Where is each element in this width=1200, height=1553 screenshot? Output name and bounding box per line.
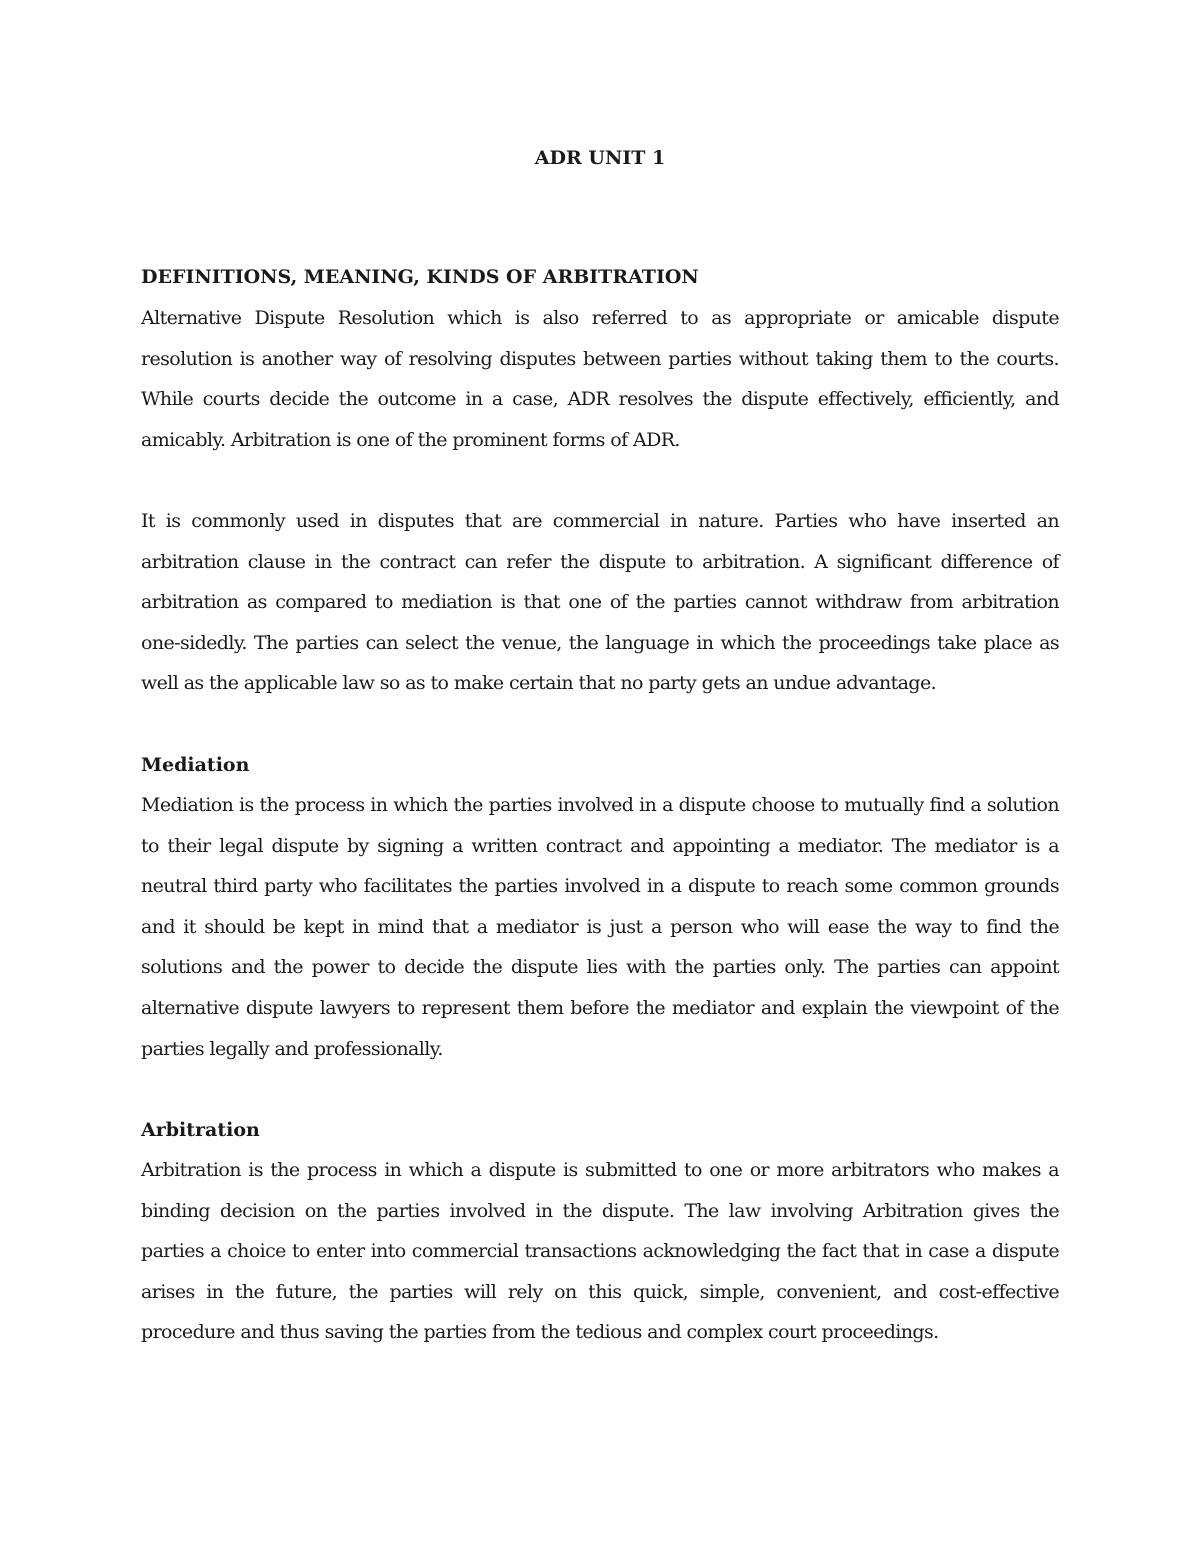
document-title: ADR UNIT 1 [534, 147, 666, 169]
paragraph-mediation: Mediation is the process in which the parties involved in a dispute choose to mutually find a solution to their legal dispute by signing a written contract and appointing a mediator. The mediator is a neutral third party who facilitates the parties involved in a dispute to reach some common grounds and it should be kept in mind that a mediator is just a person who will ease the way to find the solutions and the power to decide the dispute lies with the parties only. The parties can appoint alternative dispute lawyers to represent them before the mediator and explain the viewpoint of the parties legally and professionally. [141, 794, 1059, 1060]
paragraph-adr-intro: Alternative Dispute Resolution which is also referred to as appropriate or amicable dispute resolution is another way of resolving disputes between parties without taking them to the courts. While courts decide the outcome in a case, ADR resolves the dispute effectively, efficiently, and amicably. Arbitration is one of the prominent forms of ADR. [141, 307, 1059, 451]
paragraph-arbitration: Arbitration is the process in which a dispute is submitted to one or more arbitrators who makes a binding decision on the parties involved in the dispute. The law involving Arbitration gives the parties a choice to enter into commercial transactions acknowledging the fact that in case a dispute arises in the future, the parties will rely on this quick, simple, convenient, and cost-effective procedure and thus saving the parties from the tedious and complex court proceedings. [141, 1159, 1059, 1344]
paragraph-arbitration-usage: It is commonly used in disputes that are commercial in nature. Parties who have inserted an arbitration clause in the contract can refer the dispute to arbitration. A significant difference of arbitration as compared to mediation is that one of the parties cannot withdraw from arbitration one-sidedly. The parties can select the venue, the language in which the proceedings take place as well as the applicable law so as to make certain that no party gets an undue advantage. [141, 510, 1059, 695]
section-heading-arbitration: Arbitration [141, 1119, 260, 1141]
section-heading-mediation: Mediation [141, 754, 250, 776]
section-heading-definitions: DEFINITIONS, MEANING, KINDS OF ARBITRATION [141, 266, 699, 288]
